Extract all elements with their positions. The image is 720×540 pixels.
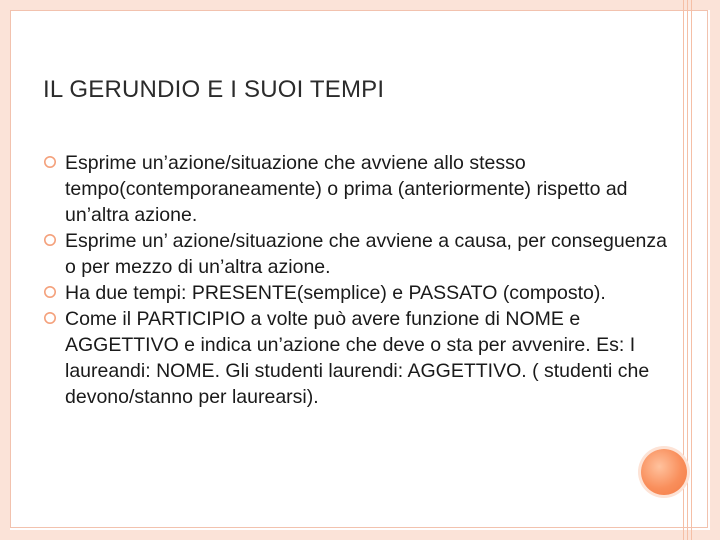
bullet-item (43, 228, 673, 280)
bullet-text: Come il PARTICIPIO a volte può avere funzione di NOME e AGGETTIVO e indica un’azione che deve o sta per avvenire. Es: I laureandi: NOME. Gli studenti laurendi: AGGETTIVO. ( studenti che devono/stanno per laurearsi). (65, 308, 650, 408)
bullet-text: Esprime un’azione/situazione che avviene allo stesso tempo(contemporaneamente) o prima (anteriormente) rispetto ad un’altra azione. (65, 152, 628, 226)
ring-bullet-icon (43, 311, 57, 325)
ring-bullet-icon (43, 285, 57, 299)
ring-bullet-icon (43, 233, 57, 247)
decorative-vertical-lines (683, 0, 697, 540)
frame-bottom-band (0, 530, 720, 540)
bullet-item (43, 280, 673, 306)
bullet-list (43, 150, 673, 410)
frame-right-band (710, 0, 720, 540)
bullet-item (43, 306, 673, 410)
frame-top-band (0, 0, 720, 10)
bullet-text: Esprime un’ azione/situazione che avviene a causa, per conseguenza o per mezzo di un’altra azione. (65, 230, 667, 278)
bullet-item (43, 150, 673, 228)
ring-bullet-icon (43, 155, 57, 169)
bullet-text: Ha due tempi: PRESENTE(semplice) e PASSATO (composto). (65, 282, 606, 304)
frame-left-band (0, 0, 10, 540)
orange-circle-icon (641, 449, 687, 495)
slide-title: IL GERUNDIO E I SUOI TEMPI (43, 76, 385, 103)
